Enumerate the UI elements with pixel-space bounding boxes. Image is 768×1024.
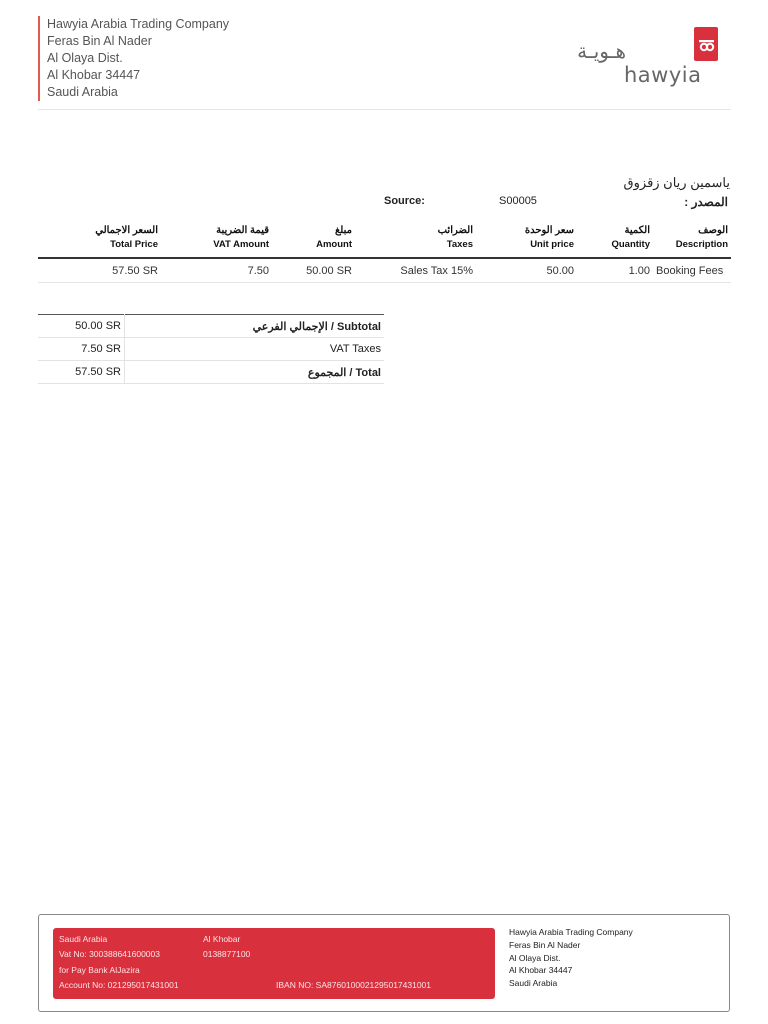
vat-row	[38, 338, 384, 361]
header-divider	[38, 109, 731, 110]
hawyia-logo	[577, 27, 722, 87]
subtotal-amount: 50.00 SR	[38, 315, 125, 338]
footer-company-district: Al Olaya Dist.	[509, 952, 561, 963]
header-taxes: الضرائب Taxes	[355, 222, 476, 258]
cell-amount: 50.00 SR	[272, 258, 355, 283]
footer-company-name: Hawyia Arabia Trading Company	[509, 927, 633, 937]
footer-bank-panel	[53, 928, 495, 999]
footer-vat-number: Vat No: 300388641600003	[59, 949, 160, 959]
footer-company-city: Al Khobar 34447	[509, 965, 573, 976]
company-address	[38, 16, 229, 101]
partner-name: ياسمين ريان زقزوق	[623, 175, 730, 190]
totals-table	[38, 314, 384, 384]
total-label: المجموع / Total	[125, 361, 385, 384]
footer-account-number: Account No: 021295017431001	[59, 980, 179, 990]
total-row	[38, 361, 384, 384]
vat-label: VAT Taxes	[125, 338, 385, 361]
subtotal-row	[38, 315, 384, 338]
footer-pay-bank: for Pay Bank AlJazira	[59, 965, 140, 975]
invoice-lines-table	[38, 222, 731, 283]
footer-company-country: Saudi Arabia	[509, 978, 558, 989]
company-name: Hawyia Arabia Trading Company	[47, 17, 230, 31]
company-city: Al Khobar 34447	[47, 68, 141, 82]
total-amount: 57.50 SR	[38, 361, 125, 384]
cell-quantity: 1.00	[577, 258, 653, 283]
table-row	[38, 258, 731, 283]
source-value: S00005	[499, 195, 537, 207]
cell-unit-price: 50.00	[476, 258, 577, 283]
table-header-row	[38, 222, 731, 258]
subtotal-label: الإجمالي الفرعي / Subtotal	[125, 315, 385, 338]
company-contact: Feras Bin Al Nader	[47, 34, 152, 48]
cell-taxes: Sales Tax 15%	[355, 258, 476, 283]
footer-city: Al Khobar	[203, 934, 241, 944]
header-quantity: الكمية Quantity	[577, 222, 653, 258]
company-district: Al Olaya Dist.	[47, 51, 123, 65]
header-description: الوصف Description	[653, 222, 731, 258]
footer-company-contact: Feras Bin Al Nader	[509, 939, 581, 950]
company-country: Saudi Arabia	[47, 85, 118, 99]
header-unit-price: سعر الوحدة Unit price	[476, 222, 577, 258]
logo-arabic-text: هـويـة	[577, 39, 626, 63]
footer-iban: IBAN NO: SA8760100021295017431001	[276, 980, 432, 990]
header-total-price: السعر الاجمالي Total Price	[38, 222, 161, 258]
cell-total-price: 57.50 SR	[38, 258, 161, 283]
cell-description: Booking Fees	[653, 258, 731, 283]
header-amount: مبلغ Amount	[272, 222, 355, 258]
source-label-arabic: المصدر :	[684, 195, 728, 209]
source-label: Source:	[384, 195, 425, 207]
hawyia-logo-mark-icon	[577, 27, 722, 87]
vat-amount: 7.50 SR	[38, 338, 125, 361]
footer-country: Saudi Arabia	[59, 934, 108, 944]
header-vat-amount: قيمة الضريبة VAT Amount	[161, 222, 272, 258]
logo-latin-text: hawyia	[624, 63, 702, 87]
cell-vat-amount: 7.50	[161, 258, 272, 283]
footer-phone: 0138877100	[203, 949, 251, 959]
footer-company-address	[509, 926, 633, 990]
